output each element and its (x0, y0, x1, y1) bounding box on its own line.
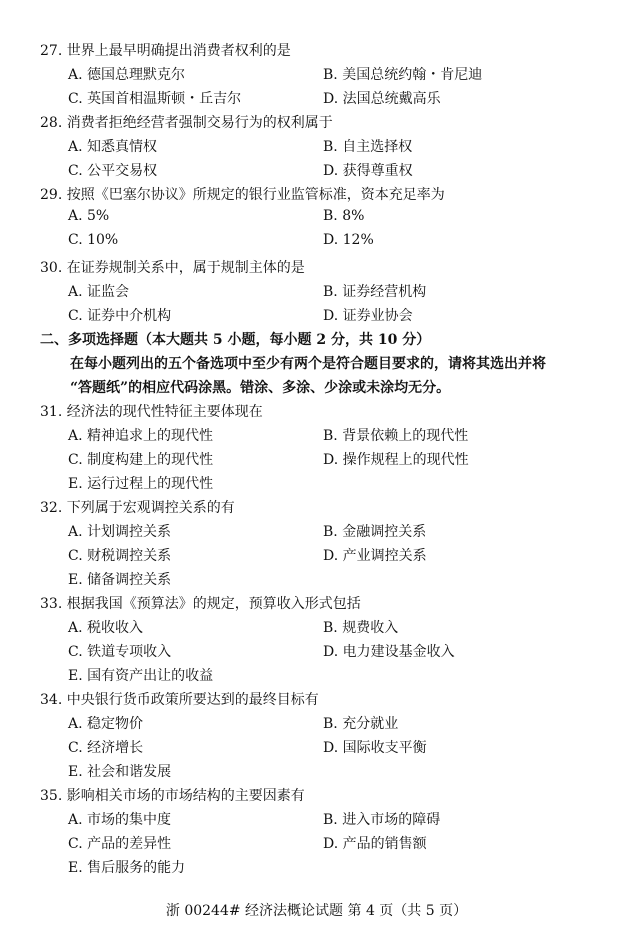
option-a: A. 知悉真情权 (68, 139, 158, 155)
option-b: B. 8% (323, 208, 365, 224)
option-b: B. 美国总统约翰・肯尼迪 (323, 67, 483, 83)
option-a: A. 德国总理默克尔 (68, 67, 186, 83)
question-stem: 29. 按照《巴塞尔协议》所规定的银行业监管标准，资本充足率为 (40, 187, 445, 203)
option-a: A. 稳定物价 (68, 716, 144, 732)
option-d: D. 12% (323, 232, 374, 248)
option-b: B. 自主选择权 (323, 139, 413, 155)
question-stem: 27. 世界上最早明确提出消费者权利的是 (40, 43, 291, 59)
option-b: B. 规费收入 (323, 620, 399, 636)
option-d: D. 法国总统戴高乐 (323, 91, 441, 107)
option-c: C. 公平交易权 (68, 163, 158, 179)
option-a: A. 证监会 (68, 284, 130, 300)
option-c: C. 10% (68, 232, 119, 248)
option-e: E. 储备调控关系 (68, 572, 172, 588)
option-c: C. 财税调控关系 (68, 548, 172, 564)
option-b: B. 背景依赖上的现代性 (323, 428, 469, 444)
option-d: D. 证券业协会 (323, 308, 413, 324)
question-stem: 30. 在证券规制关系中，属于规制主体的是 (40, 260, 305, 276)
section-title: 二、多项选择题（本大题共 5 小题，每小题 2 分，共 10 分） (40, 332, 431, 348)
page-footer: 浙 00244# 经济法概论试题 第 4 页（共 5 页） (165, 903, 468, 919)
option-b: B. 证券经营机构 (323, 284, 427, 300)
question-stem: 32. 下列属于宏观调控关系的有 (40, 500, 235, 516)
option-d: D. 产业调控关系 (323, 548, 427, 564)
option-d: D. 操作规程上的现代性 (323, 452, 469, 468)
option-b: B. 进入市场的障碍 (323, 812, 441, 828)
option-a: A. 计划调控关系 (68, 524, 172, 540)
option-c: C. 经济增长 (68, 740, 144, 756)
option-b: B. 充分就业 (323, 716, 399, 732)
option-d: D. 国际收支平衡 (323, 740, 427, 756)
question-stem: 33. 根据我国《预算法》的规定，预算收入形式包括 (40, 596, 361, 612)
option-c: C. 铁道专项收入 (68, 644, 172, 660)
option-e: E. 国有资产出让的收益 (68, 668, 214, 684)
question-stem: 31. 经济法的现代性特征主要体现在 (40, 404, 263, 420)
option-c: C. 产品的差异性 (68, 836, 172, 852)
option-c: C. 制度构建上的现代性 (68, 452, 214, 468)
option-a: A. 市场的集中度 (68, 812, 172, 828)
section-instructions-cont: “答题纸”的相应代码涂黑。错涂、多涂、少涂或未涂均无分。 (70, 380, 451, 396)
option-d: D. 获得尊重权 (323, 163, 413, 179)
option-e: E. 社会和谐发展 (68, 764, 172, 780)
option-a: A. 税收收入 (68, 620, 144, 636)
option-b: B. 金融调控关系 (323, 524, 427, 540)
option-c: C. 英国首相温斯顿・丘吉尔 (68, 91, 242, 107)
question-stem: 35. 影响相关市场的市场结构的主要因素有 (40, 788, 305, 804)
option-c: C. 证券中介机构 (68, 308, 172, 324)
section-instructions: 在每小题列出的五个备选项中至少有两个是符合题目要求的，请将其选出并将 (70, 356, 546, 372)
option-d: D. 电力建设基金收入 (323, 644, 455, 660)
option-e: E. 运行过程上的现代性 (68, 476, 214, 492)
option-a: A. 精神追求上的现代性 (68, 428, 214, 444)
option-e: E. 售后服务的能力 (68, 860, 186, 876)
question-stem: 34. 中央银行货币政策所要达到的最终目标有 (40, 692, 319, 708)
option-a: A. 5% (68, 208, 110, 224)
question-stem: 28. 消费者拒绝经营者强制交易行为的权利属于 (40, 115, 333, 131)
option-d: D. 产品的销售额 (323, 836, 427, 852)
